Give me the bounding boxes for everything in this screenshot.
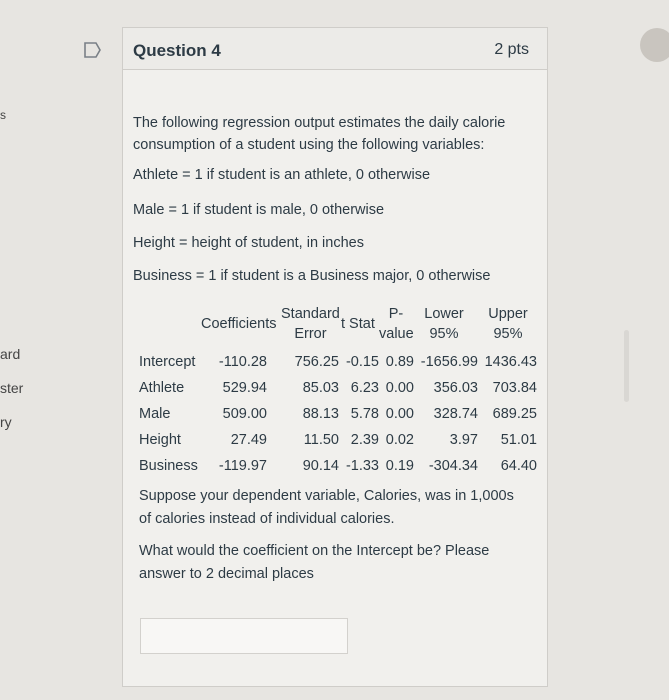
- cell-lower: -1656.99: [420, 354, 478, 370]
- cell-se: 85.03: [302, 380, 339, 396]
- cell-p: 0.19: [385, 458, 414, 474]
- cell-coef: 529.94: [222, 380, 267, 396]
- question-points: 2 pts: [494, 41, 529, 58]
- cell-t: -1.33: [345, 458, 379, 474]
- question-header: [123, 28, 547, 70]
- row-label: Athlete: [139, 380, 185, 396]
- cell-se: 90.14: [302, 458, 339, 474]
- nav-item-partial[interactable]: ard: [0, 346, 21, 362]
- header-lower-line1: Lower: [424, 306, 464, 322]
- cell-upper: 703.84: [492, 380, 537, 396]
- variable-definition: Height = height of student, in inches: [133, 235, 364, 251]
- header-upper-line2: 95%: [493, 326, 523, 342]
- cell-p: 0.00: [385, 406, 414, 422]
- header-p-value: [379, 304, 413, 344]
- cell-coef: 27.49: [230, 432, 267, 448]
- cell-lower: 328.74: [433, 406, 478, 422]
- nav-item-partial[interactable]: s: [0, 108, 6, 122]
- cell-t: 6.23: [350, 380, 379, 396]
- nav-item-partial[interactable]: ry: [0, 414, 12, 430]
- cell-lower: 356.03: [433, 380, 478, 396]
- header-upper-95: [487, 304, 529, 344]
- cell-upper: 689.25: [492, 406, 537, 422]
- header-t-stat: t Stat: [341, 316, 375, 332]
- header-standard-error: [281, 304, 340, 344]
- header-std-line2: Error: [294, 326, 327, 342]
- cell-p: 0.02: [385, 432, 414, 448]
- header-upper-line1: Upper: [488, 306, 528, 322]
- cell-upper: 51.01: [500, 432, 537, 448]
- header-p-line2: value: [379, 326, 414, 342]
- followup-text: Suppose your dependent variable, Calories, was in 1,000s of calories instead of individual calories.: [139, 488, 514, 527]
- row-label: Male: [139, 406, 171, 422]
- scrollbar[interactable]: [624, 330, 629, 402]
- cell-coef: 509.00: [222, 406, 267, 422]
- cell-lower: 3.97: [449, 432, 478, 448]
- cell-upper: 1436.43: [484, 354, 537, 370]
- question-title: Question 4: [133, 41, 221, 60]
- cell-se: 11.50: [303, 432, 339, 448]
- question-intro: The following regression output estimates the daily calorie consumption of a student using the following variables:: [133, 115, 506, 153]
- cell-t: 2.39: [350, 432, 379, 448]
- cell-t: -0.15: [345, 354, 379, 370]
- variable-definition: Athlete = 1 if student is an athlete, 0 otherwise: [133, 167, 431, 183]
- question-prompt: What would the coefficient on the Intercept be? Please answer to 2 decimal places: [139, 543, 490, 582]
- cell-coef: -110.28: [218, 354, 267, 370]
- header-lower-line2: 95%: [429, 326, 459, 342]
- cell-p: 0.89: [385, 354, 414, 370]
- avatar[interactable]: [640, 28, 669, 62]
- row-label: Height: [139, 432, 181, 448]
- flag-question-icon[interactable]: [84, 42, 102, 58]
- cell-t: 5.78: [350, 406, 379, 422]
- row-label: Business: [139, 458, 198, 474]
- cell-lower: -304.34: [428, 458, 478, 474]
- variable-definition: Business = 1 if student is a Business major, 0 otherwise: [133, 268, 491, 284]
- header-coefficients: Coefficients: [201, 316, 277, 332]
- header-p-line1: P-: [388, 306, 404, 322]
- row-label: Intercept: [139, 354, 196, 370]
- variable-definition: Male = 1 if student is male, 0 otherwise: [133, 202, 385, 218]
- course-nav: [0, 0, 40, 700]
- answer-input[interactable]: [140, 618, 348, 654]
- nav-item-partial[interactable]: ster: [0, 380, 24, 396]
- cell-se: 756.25: [294, 354, 339, 370]
- header-lower-95: [424, 304, 464, 344]
- cell-se: 88.13: [302, 406, 339, 422]
- cell-p: 0.00: [385, 380, 414, 396]
- header-std-line1: Standard: [281, 306, 340, 322]
- cell-coef: -119.97: [218, 458, 267, 474]
- question-card: [122, 27, 548, 687]
- cell-upper: 64.40: [500, 458, 537, 474]
